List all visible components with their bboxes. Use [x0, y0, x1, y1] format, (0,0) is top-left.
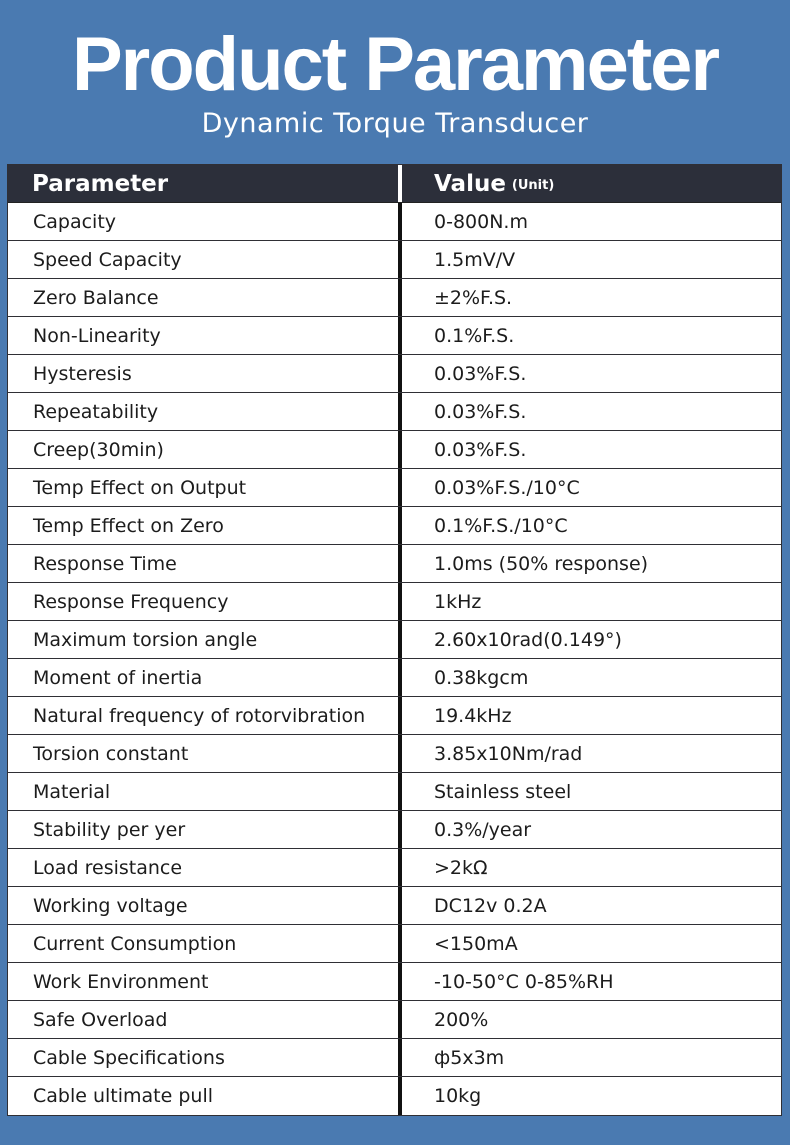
- value-cell: 0.1%F.S.: [398, 317, 781, 354]
- value-cell: 0.03%F.S.: [398, 355, 781, 392]
- parameter-cell: Working voltage: [33, 894, 188, 917]
- table-row: [8, 1001, 781, 1039]
- page-title: Product Parameter: [71, 22, 719, 107]
- value-cell: 1.5mV/V: [398, 241, 781, 278]
- table-row: [8, 735, 781, 773]
- column-header-value: [398, 165, 781, 202]
- value-cell: ±2%F.S.: [398, 279, 781, 316]
- parameter-cell: Moment of inertia: [33, 666, 203, 689]
- parameter-cell: Creep(30min): [33, 438, 164, 461]
- table-row: [8, 697, 781, 735]
- table-row: [8, 241, 781, 279]
- table-row: [8, 545, 781, 583]
- parameter-cell: Stability per yer: [33, 818, 186, 841]
- table-row: [8, 431, 781, 469]
- parameter-cell: Work Environment: [33, 970, 209, 993]
- parameter-cell: Torsion constant: [33, 742, 189, 765]
- parameter-cell: Material: [33, 780, 111, 803]
- parameter-cell: Temp Effect on Output: [33, 476, 247, 499]
- table-row: [8, 469, 781, 507]
- parameter-cell: Load resistance: [33, 856, 183, 879]
- value-cell: 0-800N.m: [398, 203, 781, 240]
- value-cell: 3.85x10Nm/rad: [398, 735, 781, 772]
- parameter-cell: Safe Overload: [33, 1008, 168, 1031]
- value-cell: Stainless steel: [398, 773, 781, 810]
- value-cell: 0.3%/year: [398, 811, 781, 848]
- table-row: [8, 355, 781, 393]
- value-cell: 200%: [398, 1001, 781, 1038]
- column-header-parameter-label: Parameter: [32, 170, 169, 197]
- value-cell: <150mA: [398, 925, 781, 962]
- table-row: [8, 811, 781, 849]
- value-cell: 0.03%F.S.: [398, 431, 781, 468]
- value-cell: 1kHz: [398, 583, 781, 620]
- table-header-row: [8, 165, 781, 203]
- value-cell: ф5x3m: [398, 1039, 781, 1076]
- column-header-unit-label: (Unit): [511, 178, 555, 193]
- table-row: [8, 887, 781, 925]
- parameter-cell: Capacity: [33, 210, 117, 233]
- table-row: [8, 203, 781, 241]
- header: [0, 0, 790, 160]
- parameter-table: [7, 164, 782, 1116]
- value-cell: 10kg: [398, 1077, 781, 1115]
- column-header-value-label: Value: [434, 170, 506, 197]
- parameter-cell: Response Frequency: [33, 590, 229, 613]
- value-cell: -10-50°C 0-85%RH: [398, 963, 781, 1000]
- table-row: [8, 621, 781, 659]
- table-row: [8, 279, 781, 317]
- value-cell: 0.38kgcm: [398, 659, 781, 696]
- value-cell: 0.03%F.S./10°C: [398, 469, 781, 506]
- parameter-cell: Hysteresis: [33, 362, 132, 385]
- parameter-cell: Repeatability: [33, 400, 159, 423]
- parameter-cell: Natural frequency of rotorvibration: [33, 704, 366, 727]
- value-cell: 1.0ms (50% response): [398, 545, 781, 582]
- parameter-cell: Current Consumption: [33, 932, 237, 955]
- parameter-cell: Maximum torsion angle: [33, 628, 258, 651]
- table-row: [8, 963, 781, 1001]
- value-cell: 2.60x10rad(0.149°): [398, 621, 781, 658]
- parameter-cell: Cable ultimate pull: [33, 1085, 214, 1107]
- value-cell: 0.03%F.S.: [398, 393, 781, 430]
- table-row: [8, 507, 781, 545]
- table-row: [8, 849, 781, 887]
- value-cell: DC12v 0.2A: [398, 887, 781, 924]
- table-row: [8, 583, 781, 621]
- table-row: [8, 659, 781, 697]
- value-cell: >2kΩ: [398, 849, 781, 886]
- table-row: [8, 925, 781, 963]
- value-cell: 19.4kHz: [398, 697, 781, 734]
- parameter-cell: Speed Capacity: [33, 248, 182, 271]
- parameter-cell: Response Time: [33, 552, 177, 575]
- table-row: [8, 1039, 781, 1077]
- value-cell: 0.1%F.S./10°C: [398, 507, 781, 544]
- parameter-cell: Zero Balance: [33, 286, 159, 309]
- table-row: [8, 393, 781, 431]
- table-row: [8, 317, 781, 355]
- parameter-cell: Temp Effect on Zero: [33, 514, 224, 537]
- parameter-cell: Non-Linearity: [33, 324, 161, 347]
- parameter-cell: Cable Specifications: [33, 1046, 225, 1069]
- table-row: [8, 773, 781, 811]
- table-body: [8, 203, 781, 1115]
- table-row: [8, 1077, 781, 1115]
- column-header-parameter: [8, 165, 398, 202]
- page-subtitle: Dynamic Torque Transducer: [201, 108, 589, 139]
